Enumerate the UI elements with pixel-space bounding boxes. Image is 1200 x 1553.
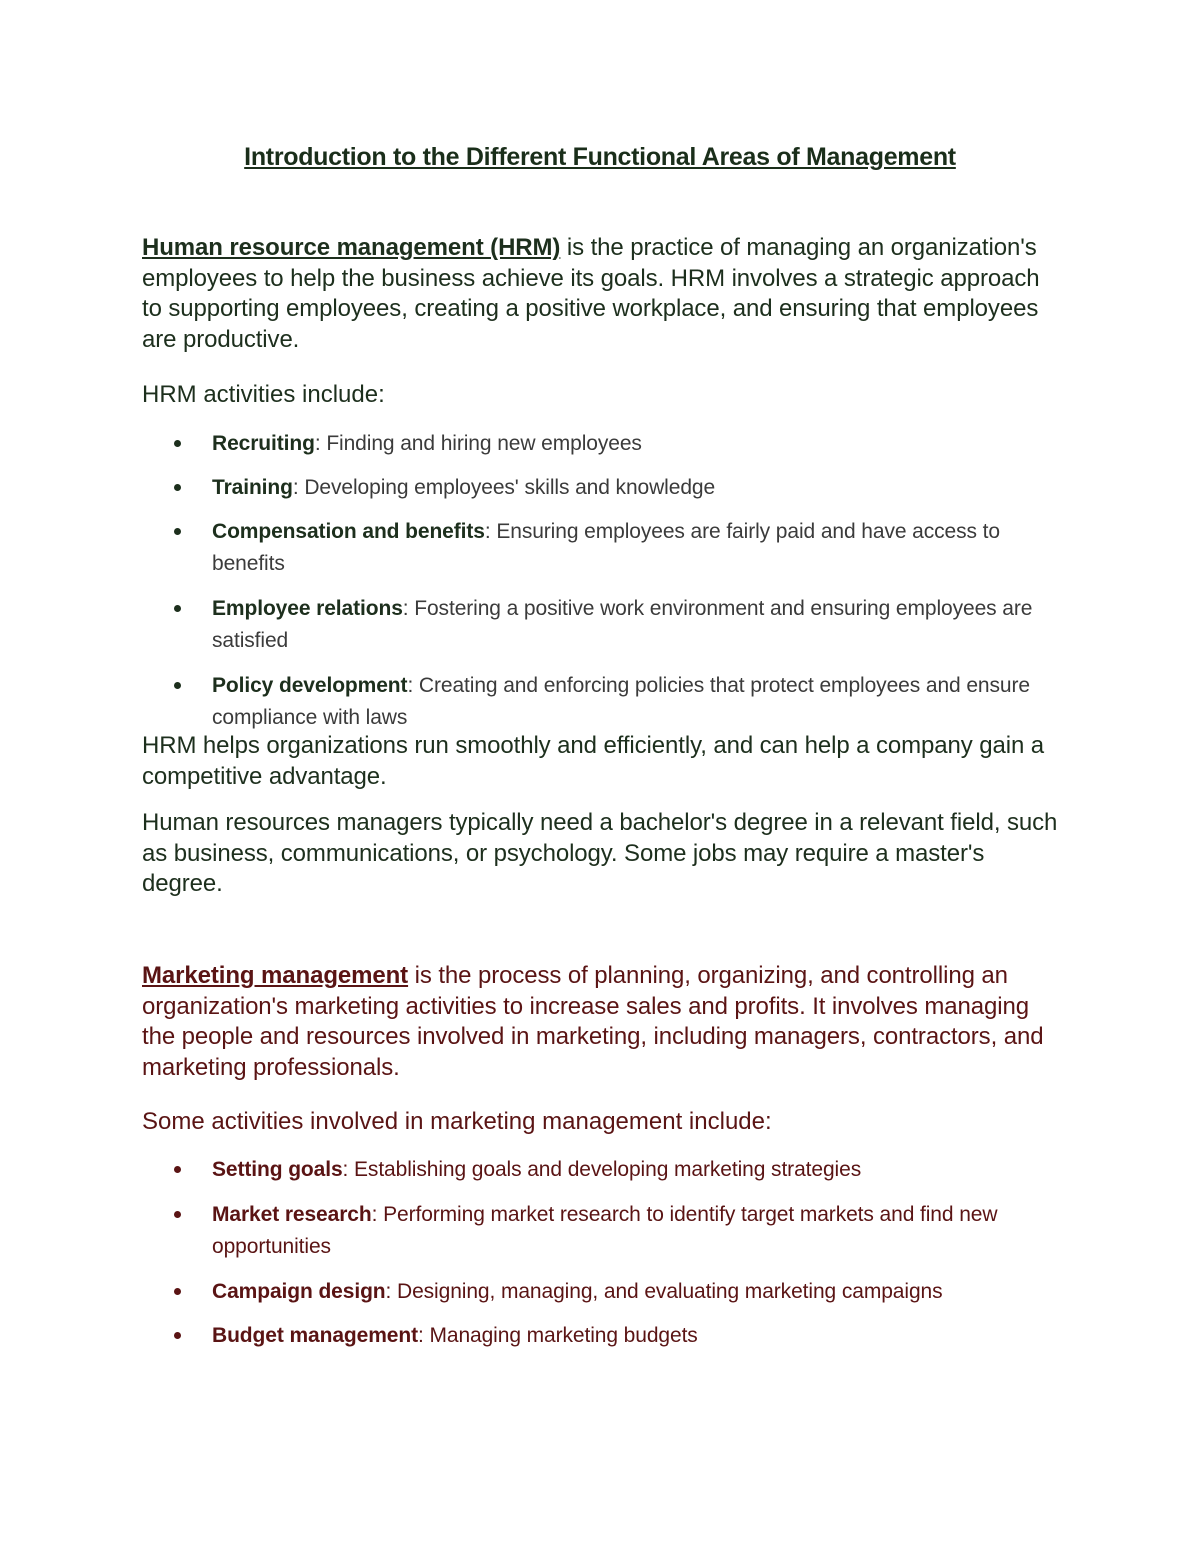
bullet-icon	[174, 1288, 181, 1295]
activity-term: Budget management	[212, 1324, 418, 1347]
activity-term: Recruiting	[212, 432, 315, 455]
list-item	[212, 516, 1072, 579]
activity-term: Training	[212, 476, 293, 499]
list-item	[212, 1154, 1072, 1186]
activity-term: Policy development	[212, 674, 408, 697]
list-item	[212, 1320, 1072, 1352]
activity-term: Setting goals	[212, 1158, 343, 1181]
activity-desc: : Designing, managing, and evaluating marketing campaigns	[385, 1280, 943, 1303]
list-item	[212, 428, 1072, 460]
activity-term: Market research	[212, 1203, 372, 1226]
list-item	[212, 593, 1072, 656]
marketing-activities-intro: Some activities involved in marketing management include:	[142, 1108, 772, 1135]
list-item	[212, 1199, 1072, 1262]
hrm-lead-term: Human resource management (HRM)	[142, 234, 561, 261]
activity-desc: : Finding and hiring new employees	[314, 432, 642, 455]
bullet-icon	[174, 1211, 181, 1218]
bullet-icon	[174, 605, 181, 612]
activity-desc: : Developing employees' skills and knowledge	[292, 476, 716, 499]
hrm-lead-rest: is the practice of managing an organization's employees to help the business achieve its goals. HRM involves a strategic approach to supporting employees, creating a positive workplace, and ensuring that employees are productive.	[142, 234, 1040, 353]
hrm-advantage-paragraph: HRM helps organizations run smoothly and efficiently, and can help a company gain a competitive advantage.	[142, 732, 1045, 790]
activity-desc: : Ensuring employees are fairly paid and have access to benefits	[212, 520, 1000, 575]
bullet-icon	[174, 440, 181, 447]
list-item	[212, 472, 1072, 504]
page-title: Introduction to the Different Functional Areas of Management	[244, 143, 956, 171]
list-item	[212, 670, 1072, 733]
bullet-icon	[174, 484, 181, 491]
activity-term: Campaign design	[212, 1280, 386, 1303]
activity-term: Compensation and benefits	[212, 520, 485, 543]
list-item	[212, 1276, 1072, 1308]
marketing-definition	[142, 961, 1062, 1083]
activity-desc: : Creating and enforcing policies that protect employees and ensure compliance with laws	[212, 674, 1030, 729]
bullet-icon	[174, 1166, 181, 1173]
activity-desc: : Managing marketing budgets	[418, 1324, 698, 1347]
activity-desc: : Establishing goals and developing marketing strategies	[342, 1158, 862, 1181]
bullet-icon	[174, 528, 181, 535]
activity-term: Employee relations	[212, 597, 403, 620]
activity-desc: : Performing market research to identify target markets and find new opportunities	[212, 1203, 998, 1258]
bullet-icon	[174, 1332, 181, 1339]
hrm-definition	[142, 233, 1062, 355]
hrm-activities-intro: HRM activities include:	[142, 381, 385, 408]
bullet-icon	[174, 682, 181, 689]
marketing-lead-rest: is the process of planning, organizing, and controlling an organization's marketing activities to increase sales and profits. It involves managing the people and resources involved in marketing, including managers, contractors, and marketing professionals.	[142, 962, 1044, 1081]
marketing-lead-term: Marketing management	[142, 962, 409, 989]
hrm-degree-paragraph: Human resources managers typically need a bachelor's degree in a relevant field, such as business, communications, or psychology. Some jobs may require a master's degree.	[142, 809, 1058, 897]
activity-desc: : Fostering a positive work environment and ensuring employees are satisfied	[212, 597, 1033, 652]
